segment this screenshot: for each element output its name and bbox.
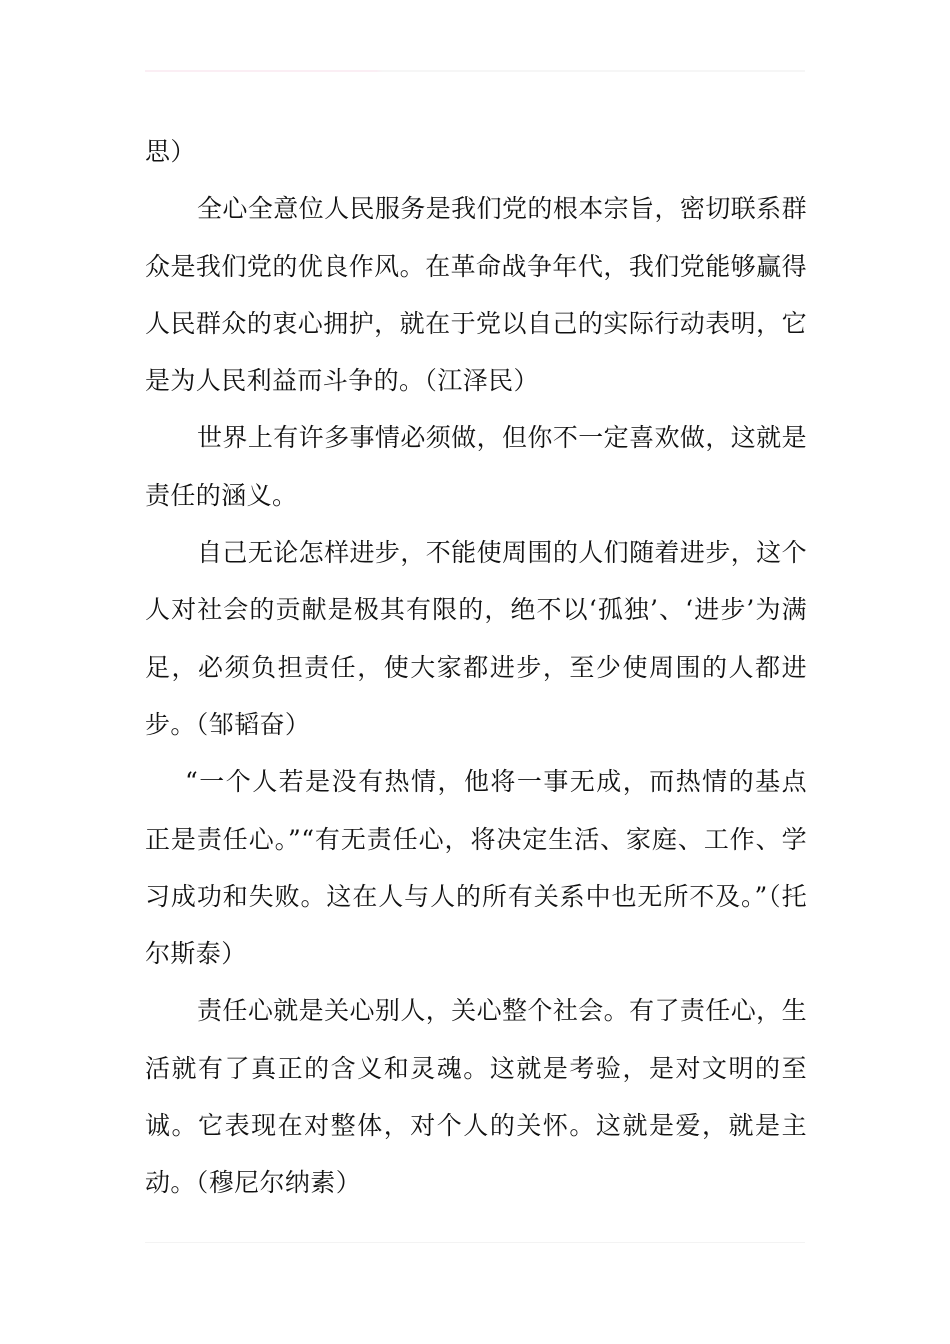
document-body — [145, 123, 807, 1212]
paragraph-continuation: 思） — [145, 137, 196, 166]
paragraph-responsibility-meaning: 世界上有许多事情必须做，但你不一定喜欢做，这就是责任的涵义。 — [145, 423, 807, 510]
footer-rule — [145, 1242, 805, 1243]
paragraph-tolstoy-quote: “一个人若是没有热情，他将一事无成，而热情的基点正是责任心。”“有无责任心，将决定生活、家庭、工作、学习成功和失败。这在人与人的所有关系中也无所不及。”（托尔斯泰） — [145, 767, 807, 969]
paragraph-zou-taofen-quote: 自己无论怎样进步，不能使周围的人们随着进步，这个人对社会的贡献是极其有限的，绝不以‘孤独’、‘进步’为满足，必须负担责任，使大家都进步，至少使周围的人都进步。（邹韬奋） — [145, 538, 807, 739]
paragraph-jiang-zemin-quote: 全心全意位人民服务是我们党的根本宗旨，密切联系群众是我们党的优良作风。在革命战争年代，我们党能够赢得人民群众的衷心拥护，就在于党以自己的实际行动表明，它是为人民利益而斗争的。（江泽民） — [145, 194, 807, 396]
paragraph-munir-quote: 责任心就是关心别人，关心整个社会。有了责任心，生活就有了真正的含义和灵魂。这就是考验，是对文明的至诚。它表现在对整体，对个人的关怀。这就是爱，就是主动。（穆尼尔纳素） — [145, 996, 807, 1198]
header-rule — [145, 70, 805, 72]
